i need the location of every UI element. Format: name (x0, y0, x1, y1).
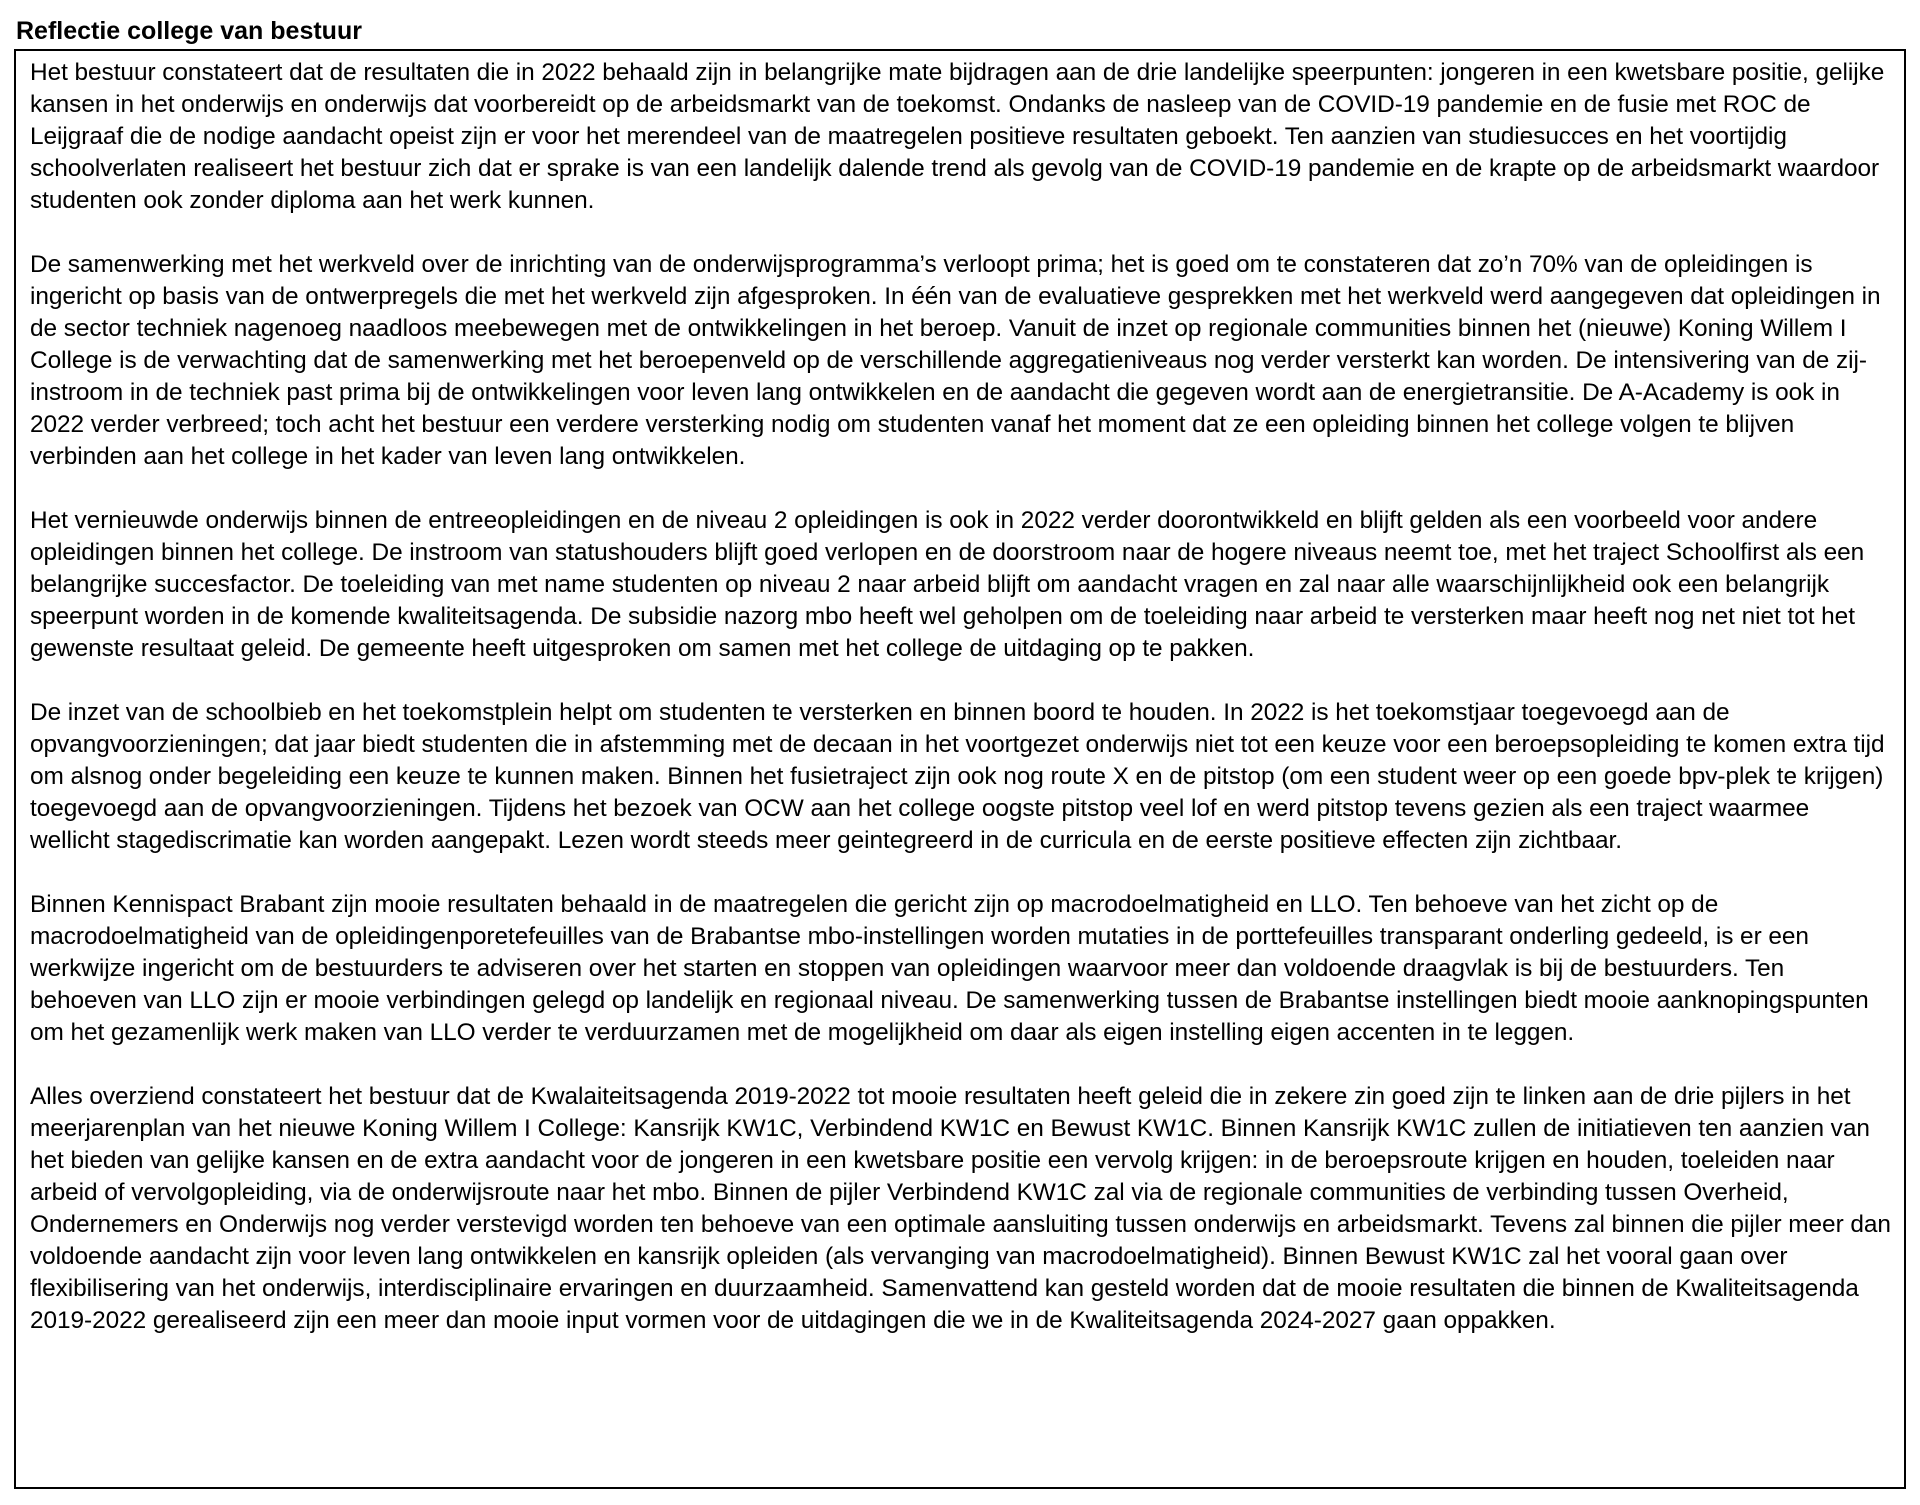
paragraph-conclusion: Alles overziend constateert het bestuur dat de Kwalaiteitsagenda 2019-2022 tot mooie resultaten heeft geleid die in zekere zin goed zijn te linken aan de drie pijlers in het meerjarenplan van het nieuwe Koning Willem I College: Kansrijk KW1C, Verbindend KW1C en Bewust KW1C. Binnen Kansrijk KW1C zullen de initiatieven ten aanzien van het bieden van gelijke kansen en de extra aandacht voor de jongeren in een kwetsbare positie een vervolg krijgen: in de beroepsroute krijgen en houden, toeleiden naar arbeid of vervolgopleiding, via de onderwijsroute naar het mbo. Binnen de pijler Verbindend KW1C zal via de regionale communities de verbinding tussen Overheid, Ondernemers en Onderwijs nog verder verstevigd worden ten behoeve van een optimale aansluiting tussen onderwijs en arbeidsmarkt. Tevens zal binnen die pijler meer dan voldoende aandacht zijn voor leven lang ontwikkelen en kansrijk opleiden (als vervanging van macrodoelmatigheid). Binnen Bewust KW1C zal het vooral gaan over flexibilisering van het onderwijs, interdisciplinaire ervaringen en duurzaamheid. Samenvattend kan gesteld worden dat de mooie resultaten die binnen de Kwaliteitsagenda 2019-2022 gerealiseerd zijn een meer dan mooie input vormen voor de uitdagingen die we in de Kwaliteitsagenda 2024-2027 gaan oppakken. (30, 1083, 1891, 1334)
paragraph-entry-education: Het vernieuwde onderwijs binnen de entreeopleidingen en de niveau 2 opleidingen is ook in 2022 verder doorontwikkeld en blijft gelden als een voorbeeld voor andere opleidingen binnen het college. De instroom van statushouders blijft goed verlopen en de doorstroom naar de hogere niveaus neemt toe, met het traject Schoolfirst als een belangrijke succesfactor. De toeleiding van met name studenten op niveau 2 naar arbeid blijft om aandacht vragen en zal naar alle waarschijnlijkheid ook een belangrijk speerpunt worden in de komende kwaliteitsagenda. De subsidie nazorg mbo heeft wel geholpen om de toeleiding naar arbeid te versterken maar heeft nog net niet tot het gewenste resultaat geleid. De gemeente heeft uitgesproken om samen met het college de uitdaging op te pakken. (30, 507, 1865, 662)
paragraph-results-overview: Het bestuur constateert dat de resultaten die in 2022 behaald zijn in belangrijke mate bijdragen aan de drie landelijke speerpunten: jongeren in een kwetsbare positie, gelijke kansen in het onderwijs en onderwijs dat voorbereidt op de arbeidsmarkt van de toekomst. Ondanks de nasleep van de COVID-19 pandemie en de fusie met ROC de Leijgraaf die de nodige aandacht opeist zijn er voor het merendeel van de maatregelen positieve resultaten geboekt. Ten aanzien van studiesucces en het voortijdig schoolverlaten realiseert het bestuur zich dat er sprake is van een landelijk dalende trend als gevolg van de COVID-19 pandemie en de krapte op de arbeidsmarkt waardoor studenten ook zonder diploma aan het werk kunnen. (30, 59, 1885, 214)
reflection-text-box (14, 49, 1906, 1489)
paragraph-support-facilities: De inzet van de schoolbieb en het toekomstplein helpt om studenten te versterken en binnen boord te houden. In 2022 is het toekomstjaar toegevoegd aan de opvangvoorzieningen; dat jaar biedt studenten die in afstemming met de decaan in het voortgezet onderwijs niet tot een keuze voor een beroepsopleiding te komen extra tijd om alsnog onder begeleiding een keuze te kunnen maken. Binnen het fusietraject zijn ook nog route X en de pitstop (om een student weer op een goede bpv-plek te krijgen) toegevoegd aan de opvangvoorzieningen. Tijdens het bezoek van OCW aan het college oogste pitstop veel lof en werd pitstop tevens gezien als een traject waarmee wellicht stagediscrimatie kan worden aangepakt. Lezen wordt steeds meer geintegreerd in de curricula en de eerste positieve effecten zijn zichtbaar. (30, 699, 1885, 854)
paragraph-workfield-collaboration: De samenwerking met het werkveld over de inrichting van de onderwijsprogramma’s verloopt prima; het is goed om te constateren dat zo’n 70% van de opleidingen is ingericht op basis van de ontwerpregels die met het werkveld zijn afgesproken. In één van de evaluatieve gesprekken met het werkveld werd aangegeven dat opleidingen in de sector techniek nagenoeg naadloos meebewegen met de ontwikkelingen in het beroep. Vanuit de inzet op regionale communities binnen het (nieuwe) Koning Willem I College is de verwachting dat de samenwerking met het beroepenveld op de verschillende aggregatieniveaus nog verder versterkt kan worden. De intensivering van de zij-instroom in de techniek past prima bij de ontwikkelingen voor leven lang ontwikkelen en de aandacht die gegeven wordt aan de energietransitie. De A-Academy is ook in 2022 verder verbreed; toch acht het bestuur een verdere versterking nodig om studenten vanaf het moment dat ze een opleiding binnen het college volgen te blijven verbinden aan het college in het kader van leven lang ontwikkelen. (30, 251, 1881, 470)
section-heading: Reflectie college van bestuur (16, 17, 362, 45)
document-page (14, 14, 1906, 1489)
paragraph-kennispact-brabant: Binnen Kennispact Brabant zijn mooie resultaten behaald in de maatregelen die gericht zijn op macrodoelmatigheid en LLO. Ten behoeve van het zicht op de macrodoelmatigheid van de opleidingenporetefeuilles van de Brabantse mbo-instellingen worden mutaties in de porttefeuilles transparant onderling gedeeld, is er een werkwijze ingericht om de bestuurders te adviseren over het starten en stoppen van opleidingen waarvoor meer dan voldoende draagvlak is bij de bestuurders. Ten behoeven van LLO zijn er mooie verbindingen gelegd op landelijk en regionaal niveau. De samenwerking tussen de Brabantse instellingen biedt mooie aanknopingspunten om het gezamenlijk werk maken van LLO verder te verduurzamen met de mogelijkheid om daar als eigen instelling eigen accenten in te leggen. (30, 891, 1869, 1046)
